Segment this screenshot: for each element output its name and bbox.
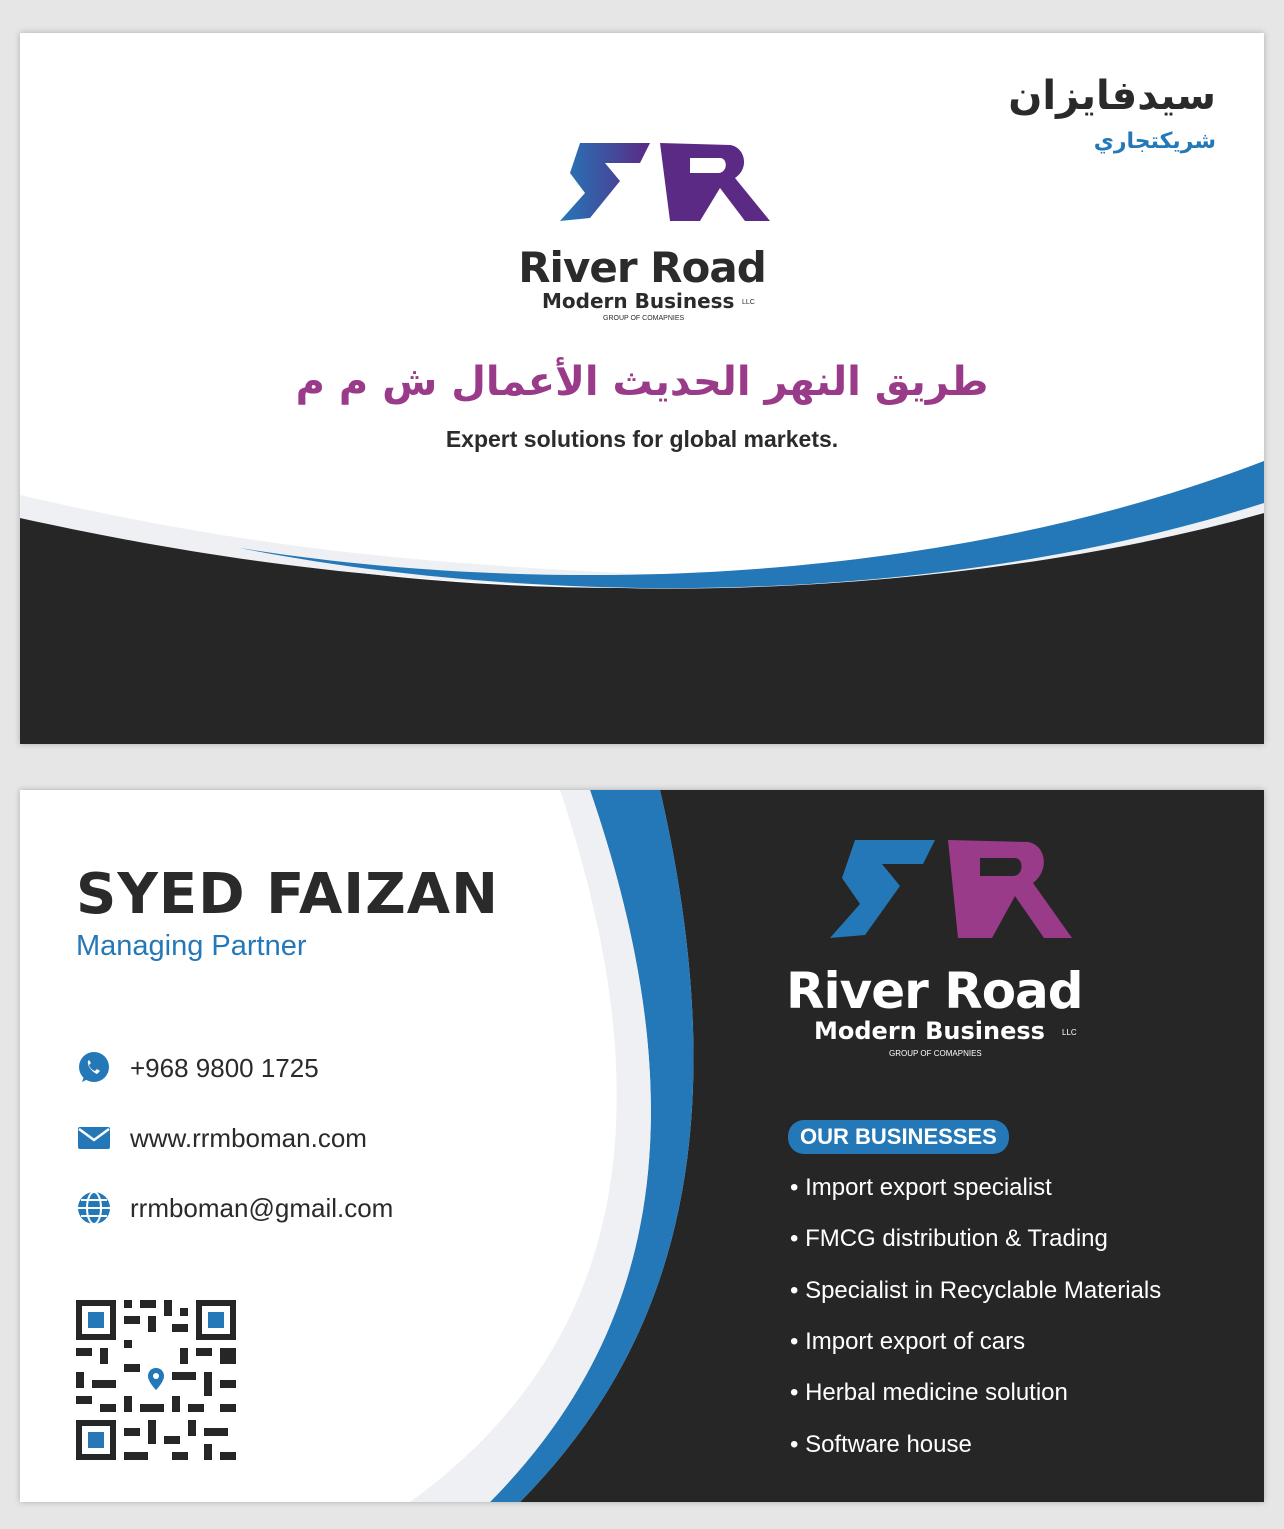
contact-website xyxy=(76,1118,367,1158)
rr-logo-icon xyxy=(540,133,780,233)
contact-phone-text: +968 9800 1725 xyxy=(130,1052,319,1083)
business-item: • Herbal medicine solution xyxy=(790,1379,1068,1406)
business-item: • Import export specialist xyxy=(790,1174,1052,1201)
arabic-company-name: طريق النهر الحديث الأعمال ش م م xyxy=(295,359,989,405)
arabic-title: شريكتجاري xyxy=(1093,129,1216,154)
brand-llc: LLC xyxy=(742,299,755,306)
brand-group: GROUP OF COMAPNIES xyxy=(889,1049,982,1058)
business-item: • FMCG distribution & Trading xyxy=(790,1225,1108,1252)
brand-group: GROUP OF COMAPNIES xyxy=(603,315,685,322)
contact-website-text: www.rrmboman.com xyxy=(130,1122,367,1153)
rr-logo-icon xyxy=(810,830,1080,950)
mail-icon xyxy=(76,1120,112,1156)
person-role: Managing Partner xyxy=(76,930,307,962)
business-item: • Specialist in Recyclable Materials xyxy=(790,1277,1162,1304)
business-card-front xyxy=(20,33,1264,744)
contact-email xyxy=(76,1188,393,1228)
contact-phone xyxy=(76,1048,319,1088)
qr-code xyxy=(76,1300,236,1460)
business-card-back xyxy=(20,790,1264,1502)
whatsapp-icon xyxy=(76,1050,112,1086)
tagline: Expert solutions for global markets. xyxy=(445,426,839,452)
brand-name: River Road xyxy=(518,243,766,292)
brand-subtitle: Modern Business xyxy=(542,289,735,313)
business-item: • Import export of cars xyxy=(790,1328,1026,1355)
brand-subtitle: Modern Business xyxy=(814,1017,1045,1045)
arabic-name: سيدفايزان xyxy=(1008,73,1216,119)
brand-llc: LLC xyxy=(1062,1028,1077,1037)
person-name: SYED FAIZAN xyxy=(76,862,499,927)
businesses-heading: OUR BUSINESSES xyxy=(788,1120,1009,1154)
globe-icon xyxy=(76,1190,112,1226)
business-item: • Software house xyxy=(790,1431,972,1458)
contact-email-text: rrmboman@gmail.com xyxy=(130,1192,394,1223)
brand-name: River Road xyxy=(786,962,1083,1020)
